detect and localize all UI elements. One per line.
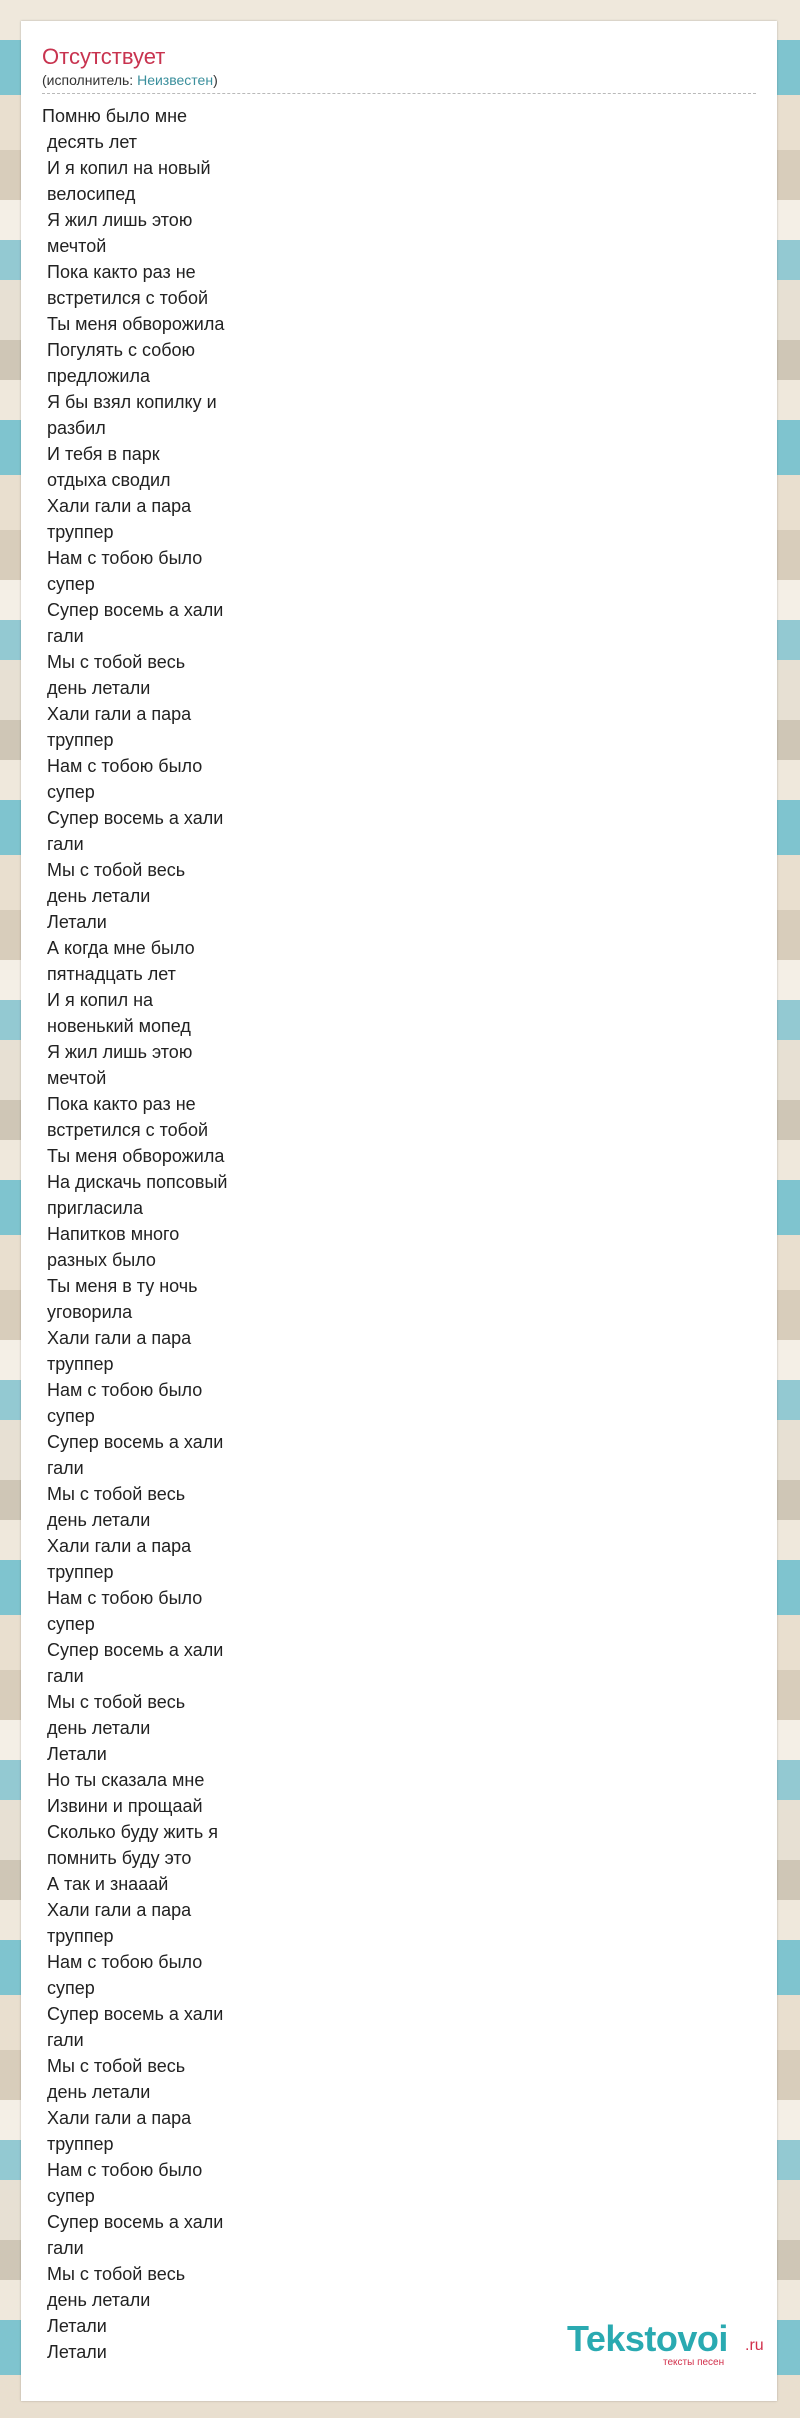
- lyrics-line: Летали: [42, 1744, 107, 1764]
- lyrics-line: И я копил на: [42, 990, 154, 1010]
- logo-tld: .ru: [745, 2337, 764, 2354]
- lyrics-line: Летали: [42, 2342, 107, 2362]
- lyrics-line: день летали: [42, 886, 151, 906]
- lyrics-line: Помню было мне: [42, 106, 188, 126]
- lyrics-line: Извини и прощаай: [42, 1796, 203, 1816]
- lyrics-line: Мы с тобой весь: [42, 652, 186, 672]
- lyrics-line: гали: [42, 834, 84, 854]
- lyrics-line: гали: [42, 2030, 84, 2050]
- lyrics-line: Я бы взял копилку и: [42, 392, 217, 412]
- lyrics-line: помнить буду это: [42, 1848, 192, 1868]
- lyrics-line: Мы с тобой весь: [42, 860, 186, 880]
- lyrics-line: Погулять с собою: [42, 340, 196, 360]
- lyrics-line: труппер: [42, 2134, 114, 2154]
- lyrics-line: супер: [42, 1406, 95, 1426]
- performer-link[interactable]: Неизвестен: [137, 72, 214, 88]
- lyrics-line: На дискачь попсовый: [42, 1172, 228, 1192]
- lyrics-line: супер: [42, 2186, 95, 2206]
- lyrics-line: Летали: [42, 2316, 107, 2336]
- lyrics-line: И тебя в парк: [42, 444, 160, 464]
- lyrics-line: Нам с тобою было: [42, 548, 203, 568]
- lyrics-line: гали: [42, 1666, 84, 1686]
- lyrics-line: Мы с тобой весь: [42, 1692, 186, 1712]
- lyrics-line: новенький мопед: [42, 1016, 191, 1036]
- lyrics-line: Хали гали а пара: [42, 1900, 192, 1920]
- performer-suffix: ): [213, 72, 218, 88]
- lyrics-line: супер: [42, 1978, 95, 1998]
- lyrics-line: Напитков много: [42, 1224, 180, 1244]
- lyrics-line: Супер восемь а хали: [42, 2212, 224, 2232]
- lyrics-line: разных было: [42, 1250, 156, 1270]
- lyrics-line: Ты меня обворожила: [42, 314, 225, 334]
- lyrics-line: А когда мне было: [42, 938, 195, 958]
- lyrics-line: разбил: [42, 418, 106, 438]
- lyrics-line: Хали гали а пара: [42, 704, 192, 724]
- lyrics-line: труппер: [42, 1926, 114, 1946]
- performer-prefix: (исполнитель:: [42, 72, 138, 88]
- lyrics-line: Хали гали а пара: [42, 1536, 192, 1556]
- lyrics-line: Нам с тобою было: [42, 1380, 203, 1400]
- lyrics-line: мечтой: [42, 1068, 107, 1088]
- lyrics-line: Пока както раз не: [42, 262, 196, 282]
- lyrics-line: велосипед: [42, 184, 136, 204]
- lyrics-line: отдыха сводил: [42, 470, 171, 490]
- lyrics-line: Хали гали а пара: [42, 2108, 192, 2128]
- lyrics-line: гали: [42, 2238, 84, 2258]
- lyrics-line: Мы с тобой весь: [42, 2056, 186, 2076]
- lyrics-line: пятнадцать лет: [42, 964, 176, 984]
- lyrics-line: Супер восемь а хали: [42, 1640, 224, 1660]
- lyrics-line: день летали: [42, 2290, 151, 2310]
- lyrics-line: труппер: [42, 730, 114, 750]
- song-title: Отсутствует: [42, 44, 166, 69]
- lyrics-line: труппер: [42, 1562, 114, 1582]
- lyrics-line: Супер восемь а хали: [42, 1432, 224, 1452]
- lyrics-line: А так и знааай: [42, 1874, 169, 1894]
- lyrics-line: Супер восемь а хали: [42, 2004, 224, 2024]
- lyrics-line: Ты меня в ту ночь: [42, 1276, 198, 1296]
- logo-tagline: тексты песен: [663, 2357, 725, 2368]
- lyrics-line: Сколько буду жить я: [42, 1822, 218, 1842]
- lyrics-line: Я жил лишь этою: [42, 1042, 193, 1062]
- header-divider: [42, 93, 756, 94]
- lyrics-text: [42, 103, 227, 2365]
- lyrics-line: день летали: [42, 1718, 151, 1738]
- lyrics-line: И я копил на новый: [42, 158, 211, 178]
- lyrics-line: мечтой: [42, 236, 107, 256]
- lyrics-line: Но ты сказала мне: [42, 1770, 205, 1790]
- lyrics-line: супер: [42, 782, 95, 802]
- lyrics-line: Супер восемь а хали: [42, 600, 224, 620]
- lyrics-line: день летали: [42, 1510, 151, 1530]
- lyrics-line: Супер восемь а хали: [42, 808, 224, 828]
- lyrics-line: предложила: [42, 366, 150, 386]
- lyrics-line: встретился с тобой: [42, 1120, 209, 1140]
- lyrics-line: уговорила: [42, 1302, 133, 1322]
- lyrics-line: Нам с тобою было: [42, 1952, 203, 1972]
- lyrics-line: Хали гали а пара: [42, 496, 192, 516]
- lyrics-line: труппер: [42, 522, 114, 542]
- logo-name: Tekstovoi: [567, 2318, 728, 2359]
- lyrics-line: гали: [42, 626, 84, 646]
- lyrics-line: Я жил лишь этою: [42, 210, 193, 230]
- lyrics-line: труппер: [42, 1354, 114, 1374]
- lyrics-line: Пока както раз не: [42, 1094, 196, 1114]
- lyrics-line: день летали: [42, 678, 151, 698]
- lyrics-line: Хали гали а пара: [42, 1328, 192, 1348]
- site-logo[interactable]: [567, 2319, 777, 2369]
- lyrics-line: Нам с тобою было: [42, 2160, 203, 2180]
- lyrics-line: встретился с тобой: [42, 288, 209, 308]
- lyrics-line: Мы с тобой весь: [42, 2264, 186, 2284]
- lyrics-line: Летали: [42, 912, 107, 932]
- lyrics-line: гали: [42, 1458, 84, 1478]
- lyrics-line: Нам с тобою было: [42, 756, 203, 776]
- lyrics-line: Нам с тобою было: [42, 1588, 203, 1608]
- lyrics-card: [21, 21, 777, 2401]
- performer-line: [42, 71, 218, 89]
- lyrics-line: супер: [42, 574, 95, 594]
- lyrics-line: десять лет: [42, 132, 138, 152]
- lyrics-line: пригласила: [42, 1198, 144, 1218]
- lyrics-line: день летали: [42, 2082, 151, 2102]
- lyrics-line: Ты меня обворожила: [42, 1146, 225, 1166]
- lyrics-line: Мы с тобой весь: [42, 1484, 186, 1504]
- lyrics-line: супер: [42, 1614, 95, 1634]
